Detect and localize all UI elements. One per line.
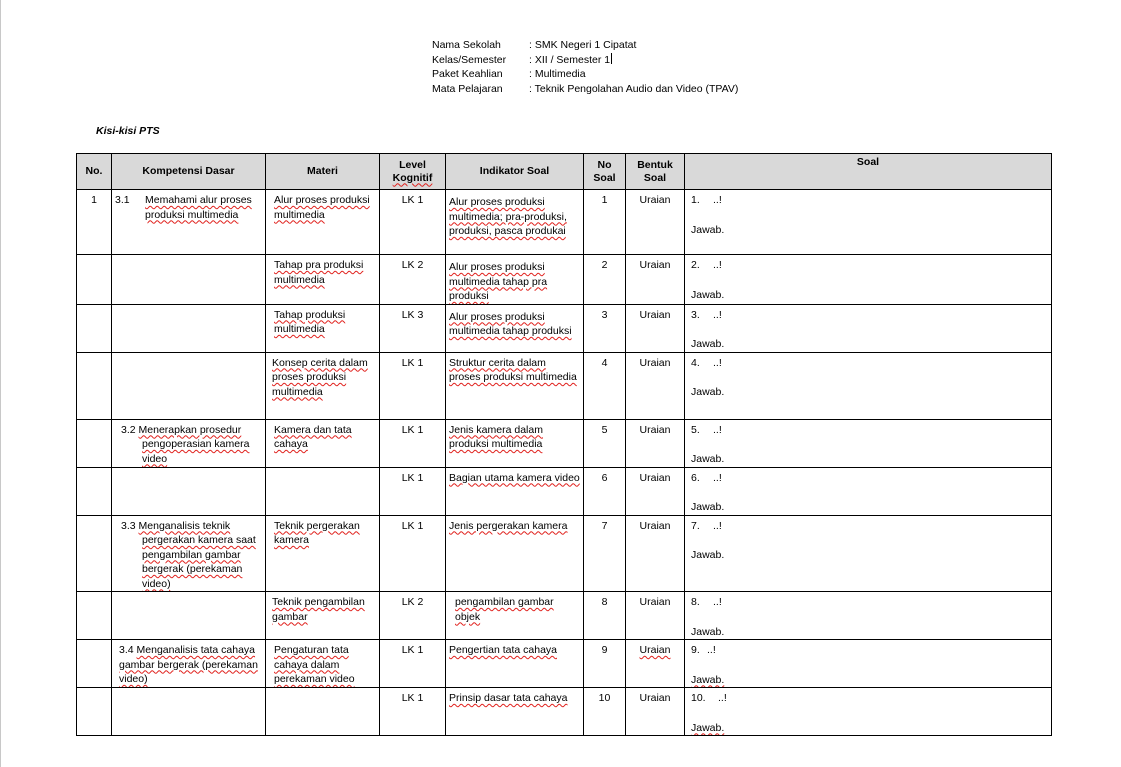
cell-bentuk[interactable]: Uraian [626,515,685,592]
indikator-text: Alur proses produksi multimedia; pra-produksi, produksi, pasca produkai [449,196,567,237]
cell-kd[interactable] [112,467,266,515]
indikator-text: Bagian utama kamera video [449,471,580,484]
soal-jawab: Jawab. [691,223,725,236]
soal-text: ..! [713,259,722,271]
kd-number: 3.2 [121,423,136,436]
table-row [77,419,1052,467]
table-row [77,190,1052,255]
soal-question [691,423,1048,438]
table-row [77,352,1052,419]
header-row-program [432,67,738,82]
kisi-kisi-table [76,153,1052,736]
label-paket-keahlian: Paket Keahlian [432,68,503,80]
cell-soal[interactable] [685,255,1052,305]
cell-kd[interactable] [112,304,266,352]
soal-question [691,258,1048,273]
cell-no[interactable] [77,255,112,305]
col-header-level-line2: Kognitif [392,171,433,184]
soal-jawab [691,673,1048,688]
indikator-text: pengambilan gambar objek [455,596,554,623]
cell-no[interactable] [77,352,112,419]
soal-number: 2. [691,259,700,271]
value-mata-pelajaran[interactable]: : Teknik Pengolahan Audio dan Video (TPAV) [529,82,739,95]
soal-text: ..! [713,471,722,484]
document-header [432,38,738,96]
kd-number: 3.4 [119,644,134,656]
header-row-subject [432,82,738,97]
cell-soal[interactable] [685,640,1052,688]
col-header-level-line1: Level [399,158,426,171]
cell-no[interactable]: 1 [77,190,112,255]
soal-number: 5. [691,423,700,436]
kd-number: 3.1 [115,194,130,206]
cell-no-soal[interactable]: 6 [584,467,626,515]
soal-number: 10. [691,692,706,704]
cell-kd[interactable] [112,419,266,467]
cell-soal[interactable] [685,304,1052,352]
kd-content [115,643,262,687]
cell-no-soal[interactable]: 2 [584,255,626,305]
label-mata-pelajaran: Mata Pelajaran [432,82,503,95]
cell-no-soal[interactable]: 9 [584,640,626,688]
soal-text: ..! [713,423,722,436]
soal-question [691,595,1048,610]
cell-no-soal[interactable]: 10 [584,688,626,736]
kd-text: Menerapkan prosedur pengoperasian kamera video [138,423,250,465]
cell-materi[interactable] [266,515,380,592]
soal-jawab [691,721,1048,736]
soal-jawab: Jawab. [691,288,725,301]
soal-question [691,691,1048,706]
soal-jawab: Jawab. [691,625,725,638]
cell-level[interactable]: LK 1 [380,640,446,688]
kd-content [115,193,262,222]
soal-jawab-text: Jawab. [691,721,725,734]
col-header-indikator[interactable]: Indikator Soal [446,154,584,190]
cell-level[interactable]: LK 1 [380,467,446,515]
cell-soal[interactable] [685,467,1052,515]
cell-materi[interactable] [266,467,380,515]
kd-content [115,519,262,592]
materi-text: Konsep cerita dalam proses produksi multimedia [272,356,368,398]
materi-text: Kamera dan tata cahaya [274,423,352,450]
kd-text: Menganalisis teknik pergerakan kamera saat pengambilan gambar bergerak (perekaman video) [138,519,256,590]
cell-materi[interactable] [266,688,380,736]
cell-no[interactable] [77,304,112,352]
table-header-row [77,154,1052,190]
table-row [77,255,1052,305]
col-header-kd[interactable]: Kompetensi Dasar [112,154,266,190]
table-row [77,304,1052,352]
soal-question [691,308,1048,323]
soal-number: 9. [691,644,700,656]
cell-materi[interactable] [266,352,380,419]
col-header-bentuk[interactable] [626,154,685,190]
soal-jawab: Jawab. [691,501,725,513]
kd-content [115,423,262,467]
indikator-text: Jenis pergerakan kamera [449,519,568,532]
bentuk-text: Uraian [639,644,671,656]
cell-materi[interactable] [266,640,380,688]
cell-level[interactable]: LK 1 [380,688,446,736]
cell-kd[interactable] [112,515,266,592]
cell-no-soal[interactable]: 8 [584,592,626,640]
cell-bentuk[interactable]: Uraian [626,467,685,515]
cell-soal[interactable] [685,419,1052,467]
materi-text: Teknik pergerakan kamera [274,519,360,546]
soal-question [691,519,1048,534]
table-row [77,515,1052,592]
soal-text: ..! [713,356,722,369]
cell-soal[interactable] [685,352,1052,419]
cell-materi[interactable] [266,255,380,305]
cell-indikator[interactable] [446,190,584,255]
col-header-no-soal-line2: Soal [593,171,616,184]
cell-level[interactable]: LK 3 [380,304,446,352]
value-paket-keahlian[interactable]: : Multimedia [529,68,586,80]
indikator-text: Jenis kamera dalam produksi multimedia [449,423,543,450]
soal-number: 3. [691,308,700,321]
cell-kd[interactable] [112,592,266,640]
cell-bentuk[interactable]: Uraian [626,304,685,352]
cell-soal[interactable] [685,515,1052,592]
cell-no-soal[interactable]: 5 [584,419,626,467]
cell-kd[interactable] [112,352,266,419]
col-header-no[interactable]: No. [77,154,112,190]
value-kelas-semester[interactable] [529,53,612,68]
soal-text: ..! [707,644,716,656]
cell-kd[interactable] [112,255,266,305]
kd-text: Menganalisis tata cahaya gambar bergerak (perekaman video) [119,644,258,685]
soal-number: 7. [691,519,700,532]
cell-level[interactable]: LK 1 [380,352,446,419]
soal-question [691,643,1048,658]
cell-level[interactable]: LK 2 [380,255,446,305]
cell-bentuk[interactable]: Uraian [626,352,685,419]
cell-level[interactable]: LK 1 [380,419,446,467]
soal-text: ..! [713,596,722,608]
cell-indikator[interactable] [446,592,584,640]
col-header-bentuk-line2: Soal [643,171,667,184]
soal-text: ..! [713,519,722,532]
soal-jawab: Jawab. [691,453,725,465]
soal-number: 6. [691,471,700,484]
cell-no[interactable] [77,592,112,640]
soal-jawab: Jawab. [691,549,725,561]
materi-text: Alur proses produksi multimedia [274,194,370,221]
indikator-text: Alur proses produksi multimedia tahap pra produksi [449,261,548,302]
table-row [77,688,1052,736]
cell-no[interactable] [77,688,112,736]
indikator-text: Prinsip dasar tata cahaya [449,692,568,704]
col-header-level[interactable] [380,154,446,190]
cell-bentuk[interactable]: Uraian [626,688,685,736]
indikator-text: Pengertian tata cahaya [449,644,557,656]
cell-indikator[interactable] [446,304,584,352]
cell-no-soal[interactable]: 3 [584,304,626,352]
materi-text: Tahap produksi multimedia [274,308,346,335]
header-row-school [432,38,738,53]
cell-indikator[interactable] [446,467,584,515]
soal-question [691,471,1048,486]
soal-number: 4. [691,356,700,369]
cell-soal[interactable] [685,688,1052,736]
soal-text: ..! [713,194,722,206]
cell-bentuk[interactable]: Uraian [626,190,685,255]
cell-bentuk[interactable]: Uraian [626,419,685,467]
cell-no-soal[interactable]: 4 [584,352,626,419]
col-header-soal[interactable]: Soal [685,154,1052,190]
cell-no[interactable] [77,467,112,515]
kd-number: 3.3 [121,519,136,532]
soal-jawab-text: Jawab. [691,673,725,686]
cell-no-soal[interactable]: 7 [584,515,626,592]
header-row-class [432,53,738,68]
label-nama-sekolah: Nama Sekolah [432,39,501,51]
kd-text: Memahami alur proses produksi multimedia [145,194,252,221]
col-header-no-soal-line1: No [597,158,612,171]
cell-bentuk[interactable]: Uraian [626,592,685,640]
cell-indikator[interactable] [446,688,584,736]
cell-kd[interactable] [112,640,266,688]
soal-question [691,356,1048,371]
col-header-no-soal[interactable] [584,154,626,190]
soal-text: ..! [713,308,722,321]
cell-no[interactable] [77,640,112,688]
document-title[interactable]: Kisi-kisi PTS [96,125,160,137]
indikator-text: Struktur cerita dalam proses produksi multimedia [449,356,577,383]
cell-indikator[interactable] [446,419,584,467]
cell-level[interactable]: LK 2 [380,592,446,640]
cell-no-soal[interactable]: 1 [584,190,626,255]
table-row [77,640,1052,688]
cell-materi[interactable] [266,190,380,255]
soal-number: 8. [691,596,700,608]
cell-kd[interactable] [112,688,266,736]
cell-materi[interactable] [266,304,380,352]
cell-materi[interactable] [266,419,380,467]
cell-bentuk[interactable]: Uraian [626,255,685,305]
col-header-materi[interactable]: Materi [266,154,380,190]
page-edge [0,0,1,767]
text-cursor [611,53,612,64]
materi-text: Tahap pra produksi multimedia [274,259,364,286]
cell-no[interactable] [77,419,112,467]
soal-question [691,193,1048,208]
soal-text: ..! [718,692,727,704]
cell-bentuk[interactable] [626,640,685,688]
cell-soal[interactable] [685,592,1052,640]
soal-jawab: Jawab. [691,386,725,398]
col-header-bentuk-line1: Bentuk [637,158,673,171]
value-kelas-semester-text: : XII / Semester 1 [529,53,611,66]
cell-indikator[interactable] [446,640,584,688]
cell-indikator[interactable] [446,352,584,419]
cell-indikator[interactable] [446,515,584,592]
table-row [77,467,1052,515]
materi-text: Pengaturan tata cahaya dalam perekaman video [274,644,355,685]
table-row [77,592,1052,640]
label-kelas-semester: Kelas/Semester [432,53,507,66]
materi-text: Teknik pengambilan gambar [272,596,365,623]
cell-soal[interactable] [685,190,1052,255]
cell-level[interactable]: LK 1 [380,515,446,592]
cell-kd[interactable] [112,190,266,255]
soal-number: 1. [691,194,700,206]
cell-materi[interactable] [266,592,380,640]
soal-jawab: Jawab. [691,338,725,350]
cell-level[interactable]: LK 1 [380,190,446,255]
cell-no[interactable] [77,515,112,592]
value-nama-sekolah[interactable]: : SMK Negeri 1 Cipatat [529,39,637,51]
cell-indikator[interactable] [446,255,584,305]
indikator-text: Alur proses produksi multimedia tahap produksi [449,310,572,337]
